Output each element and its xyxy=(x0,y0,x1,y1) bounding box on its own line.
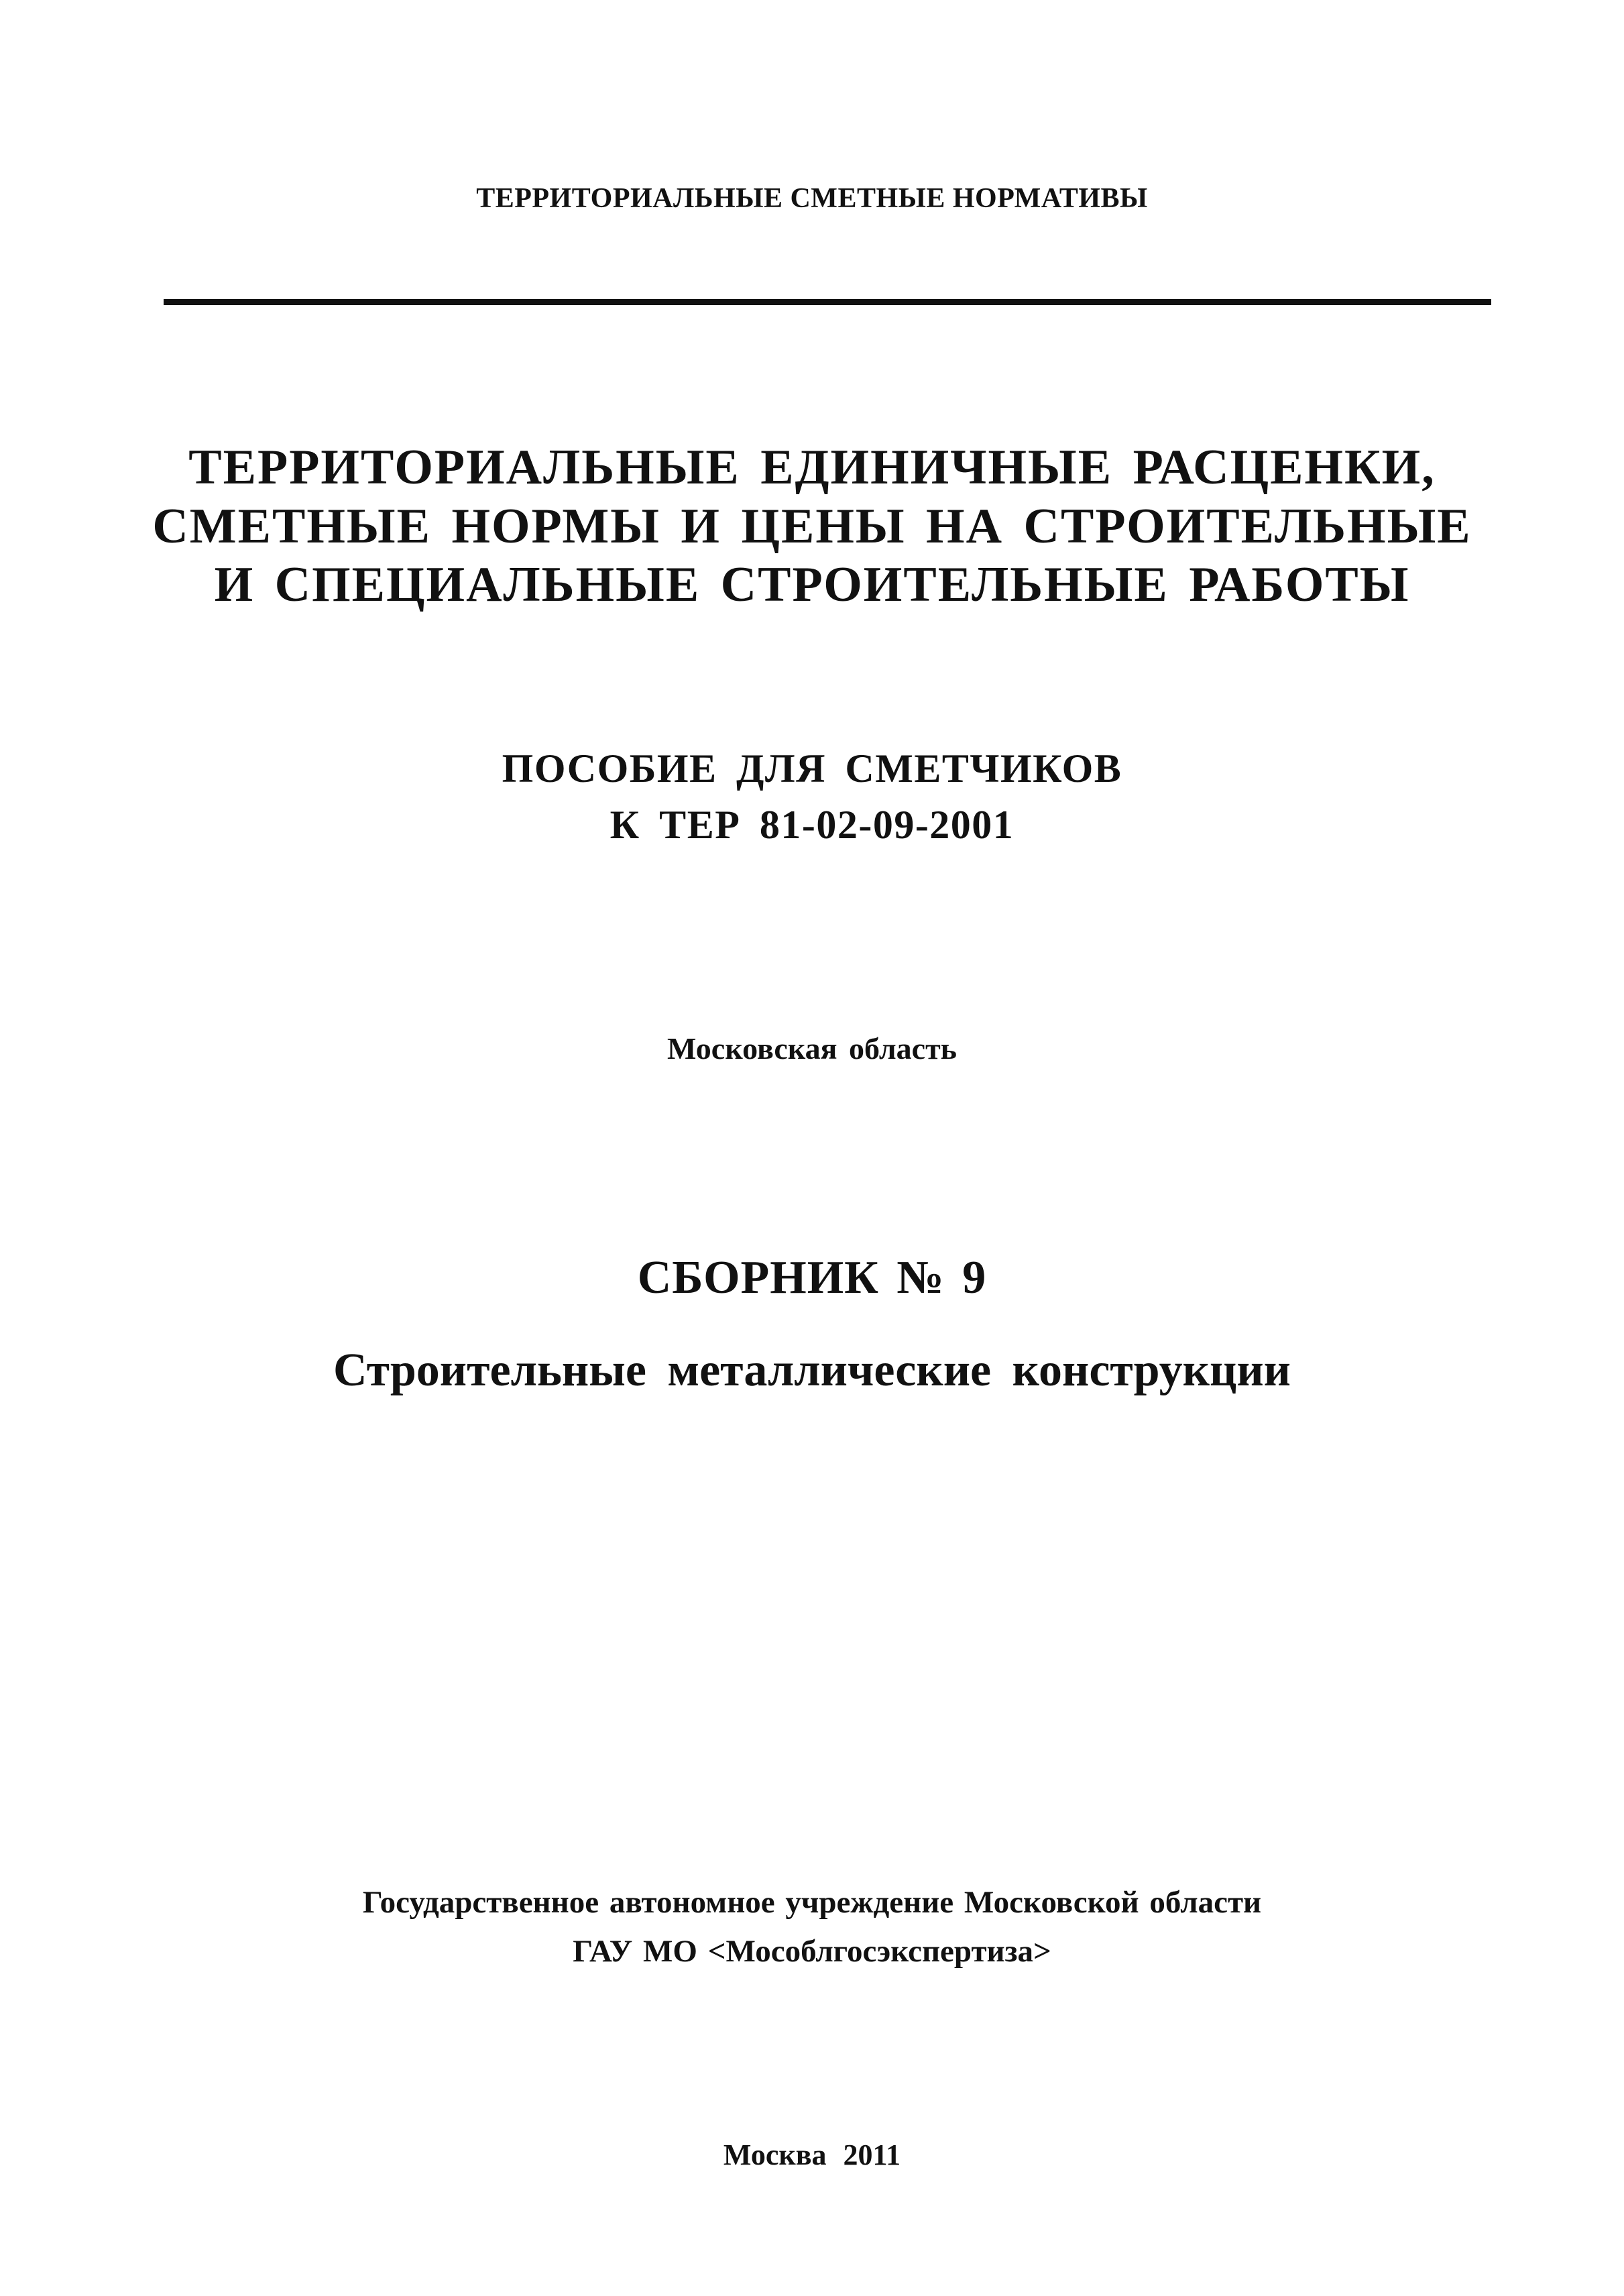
main-title-line-1: ТЕРРИТОРИАЛЬНЫЕ ЕДИНИЧНЫЕ РАСЦЕНКИ, xyxy=(188,440,1436,495)
place-year: Москва 2011 xyxy=(723,2138,901,2171)
region-label: Московская область xyxy=(667,1031,957,1066)
subtitle-line-2: К ТЕР 81-02-09-2001 xyxy=(610,803,1014,847)
series-header: ТЕРРИТОРИАЛЬНЫЕ СМЕТНЫЕ НОРМАТИВЫ xyxy=(476,183,1148,214)
subtitle-line-1: ПОСОБИЕ ДЛЯ СМЕТЧИКОВ xyxy=(502,746,1122,791)
organization-line-2: ГАУ МО <Мособлгосэкспертиза> xyxy=(573,1934,1051,1969)
main-title-line-2: СМЕТНЫЕ НОРМЫ И ЦЕНЫ НА СТРОИТЕЛЬНЫЕ xyxy=(152,499,1472,554)
collection-title: Строительные металлические конструкции xyxy=(333,1344,1291,1396)
collection-number: СБОРНИК № 9 xyxy=(637,1252,987,1304)
organization-line-1: Государственное автономное учреждение Московской области xyxy=(362,1885,1262,1920)
header-rule xyxy=(164,299,1491,305)
main-title-line-3: И СПЕЦИАЛЬНЫЕ СТРОИТЕЛЬНЫЕ РАБОТЫ xyxy=(214,557,1410,612)
